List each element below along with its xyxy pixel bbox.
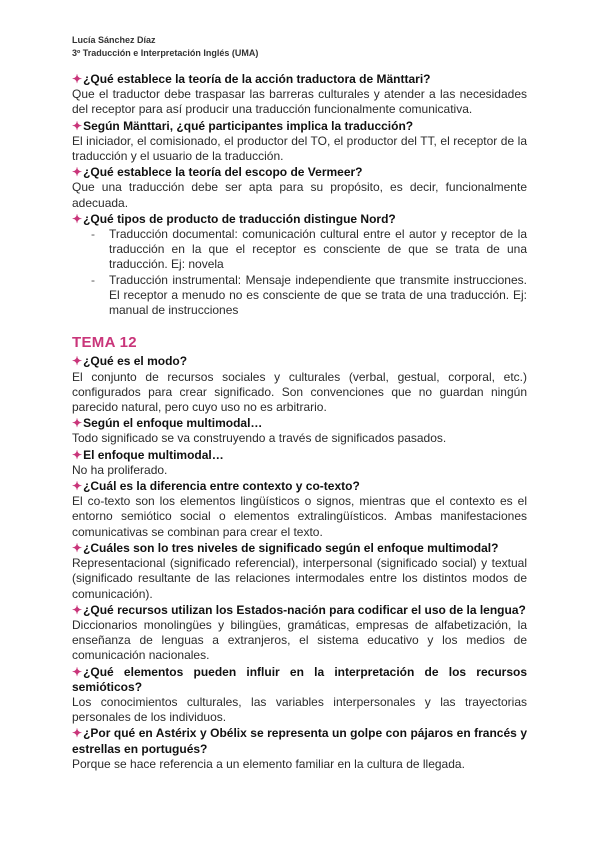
star-icon: ✦ [72, 354, 83, 369]
answer: Que el traductor debe traspasar las barreras culturales y atender a las necesidades del receptor para así producir una traducción funcionalmente comunicativa. [72, 87, 527, 117]
answer: Representacional (significado referencial), interpersonal (significado social) y textual (significado resultante de las relaciones intermodales entre los distintos modos de comunicación). [72, 556, 527, 601]
author-name: Lucía Sánchez Díaz [72, 35, 156, 45]
star-icon: ✦ [72, 165, 83, 180]
list-item: - Traducción instrumental: Mensaje independiente que transmite instrucciones. El receptor a menudo no es consciente de que se trata de una traducción. Ej: manual de instrucciones [91, 273, 527, 319]
star-icon: ✦ [72, 540, 83, 555]
question: ✦¿Por qué en Astérix y Obélix se representa un golpe con pájaros en francés y estrellas en portugués? [72, 726, 527, 756]
star-icon: ✦ [72, 72, 83, 86]
question: ✦El enfoque multimodal… [72, 447, 224, 462]
star-icon: ✦ [72, 479, 83, 494]
question: ✦¿Qué recursos utilizan los Estados-nación para codificar el uso de la lengua? [72, 602, 526, 617]
answer: Todo significado se va construyendo a través de significados pasados. [72, 431, 447, 446]
answer: Que una traducción debe ser apta para su propósito, es decir, funcionalmente adecuada. [72, 180, 527, 210]
star-icon: ✦ [72, 211, 83, 226]
list-item: - Traducción documental: comunicación cultural entre el autor y receptor de la traducción en la que el receptor es consciente de que se trata de una traducción. Ej: novela [91, 227, 527, 273]
question: ✦¿Qué elementos pueden influir en la interpretación de los recursos semióticos? [72, 664, 527, 694]
question: ✦¿Qué es el modo? [72, 354, 188, 369]
answer: No ha proliferado. [72, 462, 168, 477]
star-icon: ✦ [72, 416, 83, 431]
question: ✦Según el enfoque multimodal… [72, 416, 263, 431]
star-icon: ✦ [72, 602, 83, 617]
question: ✦¿Qué tipos de producto de traducción distingue Nord? [72, 211, 396, 226]
answer: Diccionarios monolingües y bilingües, gramáticas, empresas de alfabetización, la enseñanza de lenguas a extranjeros, el sistema educativo y los medios de comunicación nacionales. [72, 617, 527, 663]
question: ✦¿Qué establece la teoría del escopo de Vermeer? [72, 165, 363, 180]
star-icon: ✦ [72, 726, 83, 741]
document-content [72, 72, 527, 773]
answer: El co-texto son los elementos lingüísticos o signos, mientras que el contexto es el entorno semiótico social o elementos extralingüísticos. Ambas manifestaciones comunicativas se combinan para crear el texto. [72, 494, 527, 539]
answer: Los conocimientos culturales, las variables interpersonales y las trayectorias personales de los individuos. [72, 694, 527, 725]
question: ✦¿Cuál es la diferencia entre contexto y co-texto? [72, 479, 360, 494]
question: ✦¿Cuáles son lo tres niveles de significado según el enfoque multimodal? [72, 540, 499, 555]
question: ✦Según Mänttari, ¿qué participantes implica la traducción? [72, 118, 414, 133]
star-icon: ✦ [72, 447, 83, 462]
answer: Porque se hace referencia a un elemento familiar en la cultura de llegada. [72, 756, 465, 771]
question: ✦¿Qué establece la teoría de la acción traductora de Mänttari? [72, 72, 431, 86]
answer: El conjunto de recursos sociales y culturales (verbal, gestual, corporal, etc.) configurados para crear significado. Son convenciones que no guardan ningún parecido natural, pero cuyo uso no es arbitrario. [72, 369, 527, 415]
answer: El iniciador, el comisionado, el productor del TO, el productor del TT, el receptor de la traducción y el usuario de la traducción. [72, 133, 527, 164]
star-icon: ✦ [72, 664, 83, 679]
star-icon: ✦ [72, 118, 83, 133]
course-name: 3º Traducción e Interpretación Inglés (UMA) [72, 48, 259, 58]
page-header [72, 34, 258, 60]
section-title: TEMA 12 [72, 334, 137, 352]
translation-types-list [72, 227, 527, 318]
